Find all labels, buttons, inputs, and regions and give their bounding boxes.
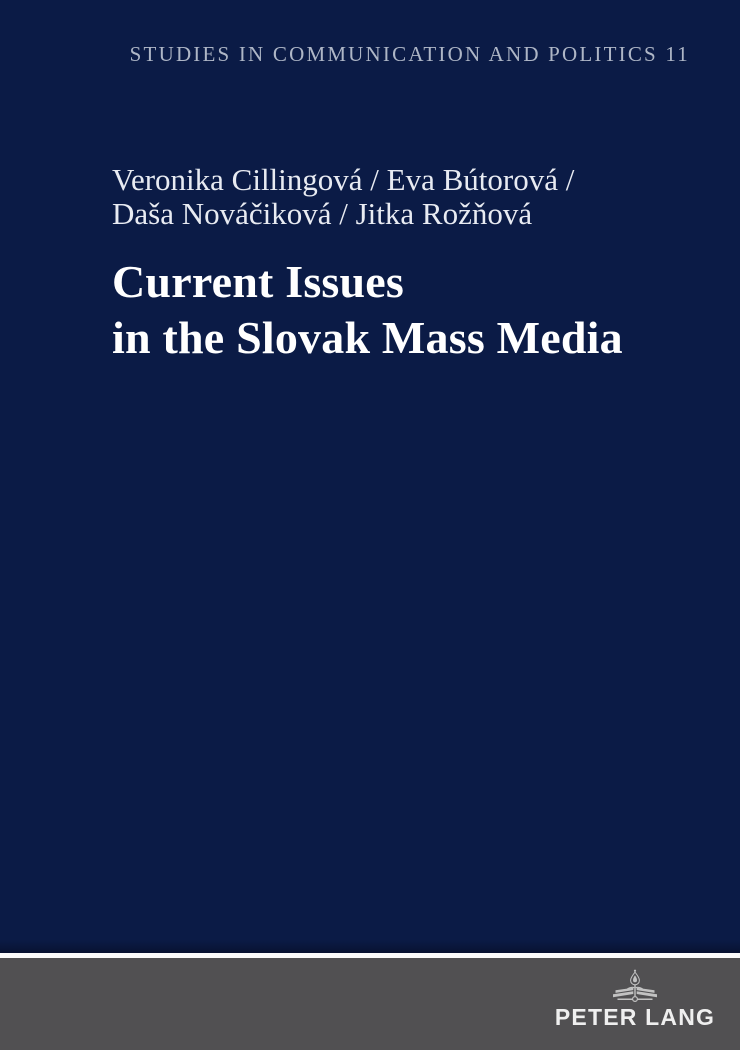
publisher-logo: [556, 969, 714, 1031]
peter-lang-book-lamp-icon: [612, 969, 658, 1003]
series-label: STUDIES IN COMMUNICATION AND POLITICS 11: [129, 42, 690, 66]
book-title: [112, 254, 623, 366]
title-line-2: in the Slovak Mass Media: [112, 312, 623, 363]
title-line-1: Current Issues: [112, 256, 405, 307]
publisher-band: [0, 958, 740, 1050]
authors-line-1: Veronika Cillingová / Eva Bútorová /: [112, 162, 575, 197]
authors-block: [112, 163, 574, 231]
publisher-name: PETER LANG: [554, 1004, 716, 1030]
authors-line-2: Daša Nováčiková / Jitka Rožňová: [112, 196, 533, 231]
